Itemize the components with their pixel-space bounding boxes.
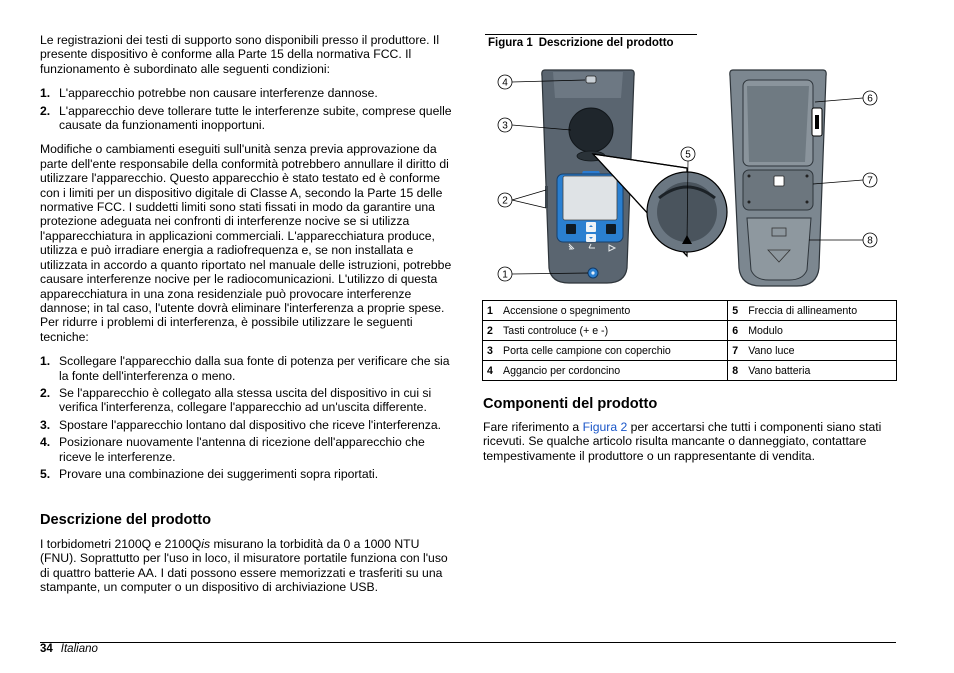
legend-number: 5 [728, 301, 745, 321]
list-item [40, 467, 454, 481]
list-number: 1. [40, 86, 51, 101]
legend-label: Vano luce [744, 341, 896, 361]
legend-label: Accensione o spegnimento [499, 301, 728, 321]
legend-number: 4 [483, 361, 500, 381]
battery-compartment [747, 218, 811, 280]
page-footer [40, 643, 98, 655]
footer-rule [40, 642, 896, 643]
callout-2-label: 2 [502, 195, 508, 207]
figure-caption [488, 37, 674, 49]
page-number: 34 [40, 643, 53, 655]
figure-title: Descrizione del prodotto [538, 37, 674, 49]
list-text: Se l'apparecchio è collegato alla stessa uscita del dispositivo in cui si verifica l'interferenza, collegare l'apparecchio ad un'uscita differente. [59, 385, 432, 415]
callout-7-label: 7 [867, 175, 873, 187]
table-row [483, 361, 897, 381]
description-italic-suffix: is [201, 537, 211, 551]
techniques-list [40, 354, 454, 481]
list-item [40, 354, 454, 383]
list-text: Spostare l'apparecchio lontano dal dispositivo che riceve l'interferenza. [59, 417, 442, 432]
device-back [730, 70, 826, 286]
list-text: Provare una combinazione dei suggerimenti sopra riportati. [59, 466, 379, 481]
table-row [483, 341, 897, 361]
list-text: Scollegare l'apparecchio dalla sua fonte di potenza per verificare che sia la fonte dell'interferenza o meno. [59, 354, 450, 383]
list-number: 3. [40, 417, 51, 432]
callout-1-label: 1 [502, 269, 508, 281]
legend-label: Porta celle campione con coperchio [499, 341, 728, 361]
list-text: L'apparecchio deve tollerare tutte le interferenze subite, comprese quelle causate da funzionamenti inopportuni. [59, 103, 452, 133]
legend-number: 8 [728, 361, 745, 381]
left-column [40, 33, 454, 491]
legend-number: 2 [483, 321, 500, 341]
description-paragraph [40, 537, 454, 595]
list-number: 1. [40, 354, 51, 369]
callout-3-label: 3 [502, 120, 508, 132]
callout-6-label: 6 [867, 93, 873, 105]
legend-label: Freccia di allineamento [744, 301, 896, 321]
fcc-paragraph: Modifiche o cambiamenti eseguiti sull'unità senza previa approvazione da parte dell'ente responsabile della conformità potrebbero annullare il diritto di utilizzare l'apparecchio. Questo apparecchio è stato testato ed è conforme con i limiti per un dispositivo digitale di Classe A, secondo la Parte 15 delle normative FCC. I suddetti limiti sono stati fissati in modo da garantire una protezione adeguata nei confronti di interferenze nocive se si utilizza l'apparecchiatura in applicazioni commerciali. L'apparecchiatura produce, utilizza e può irradiare energia a radiofrequenza e, se non installata e utilizzata in accordo a quanto riportato nel manuale delle istruzioni, potrebbe causare interferenze nocive per le radiocomunicazioni. L'utilizzo di questa apparecchiatura in una zona residenziale può provocare interferenze dannose; in tal caso, l'utente dovrà eliminare l'interferenza a proprie spese. Per ridurre i problemi di interferenza, è possibile utilizzare le seguenti tecniche: [40, 142, 452, 344]
list-item [40, 418, 454, 432]
legend-number: 7 [728, 341, 745, 361]
callout-4-label: 4 [502, 77, 508, 89]
list-number: 2. [40, 385, 51, 400]
callout-8-label: 8 [867, 235, 873, 247]
legend-label: Tasti controluce (+ e -) [499, 321, 728, 341]
list-number: 5. [40, 466, 51, 481]
callout-5-label: 5 [685, 149, 691, 161]
components-text-start: Fare riferimento a [483, 420, 583, 434]
legend-number: 3 [483, 341, 500, 361]
description-text-start: I torbidometri 2100Q e 2100Q [40, 537, 202, 551]
sample-cell-lid [569, 108, 613, 152]
list-text: Posizionare nuovamente l'antenna di ricezione dell'apparecchio che riceve le interferenze. [59, 435, 425, 464]
figure-top-rule [485, 34, 697, 35]
table-row [483, 301, 897, 321]
components-paragraph [483, 420, 897, 463]
list-number: 2. [40, 103, 51, 118]
lanyard-hook [586, 76, 596, 83]
components-heading: Componenti del prodotto [483, 396, 658, 412]
list-text: L'apparecchio potrebbe non causare interferenze dannose. [59, 86, 378, 101]
figure-2-link[interactable]: Figura 2 [582, 420, 628, 434]
list-item [40, 386, 454, 415]
figure-label: Figura 1 [488, 37, 533, 49]
list-number: 4. [40, 435, 51, 450]
product-figure [485, 58, 897, 298]
description-text-end: misurano la torbidità da 0 a 1000 NTU (FNU). Soprattutto per l'uso in loco, il misuratore portatile funziona con l'uso di quattro batterie AA. I dati possono essere memorizzati e trasferiti su una stampante, un computer o un dispositivo di archiviazione USB. [40, 537, 448, 595]
list-item [40, 104, 454, 133]
legend-label: Modulo [744, 321, 896, 341]
legend-label: Vano batteria [744, 361, 896, 381]
legend-label: Aggancio per cordoncino [499, 361, 728, 381]
figure-legend-table [482, 300, 897, 381]
table-row [483, 321, 897, 341]
legend-number: 6 [728, 321, 745, 341]
footer-language: Italiano [60, 643, 98, 655]
list-item [40, 86, 454, 100]
intro-paragraph: Le registrazioni dei testi di supporto sono disponibili presso il produttore. Il presente dispositivo è conforme alla Parte 15 della normativa FCC. Il funzionamento è subordinato alle seguenti condizioni: [40, 33, 440, 76]
conditions-list [40, 86, 454, 132]
components-text-end: per accertarsi che tutti i componenti siano stati ricevuti. Se qualche articolo risulta mancante o danneggiato, contattare tempestivamente il produttore o un rappresentante di vendita. [483, 420, 882, 463]
legend-number: 1 [483, 301, 500, 321]
description-heading: Descrizione del prodotto [40, 512, 212, 528]
list-item [40, 435, 454, 464]
device-screen [563, 176, 617, 220]
